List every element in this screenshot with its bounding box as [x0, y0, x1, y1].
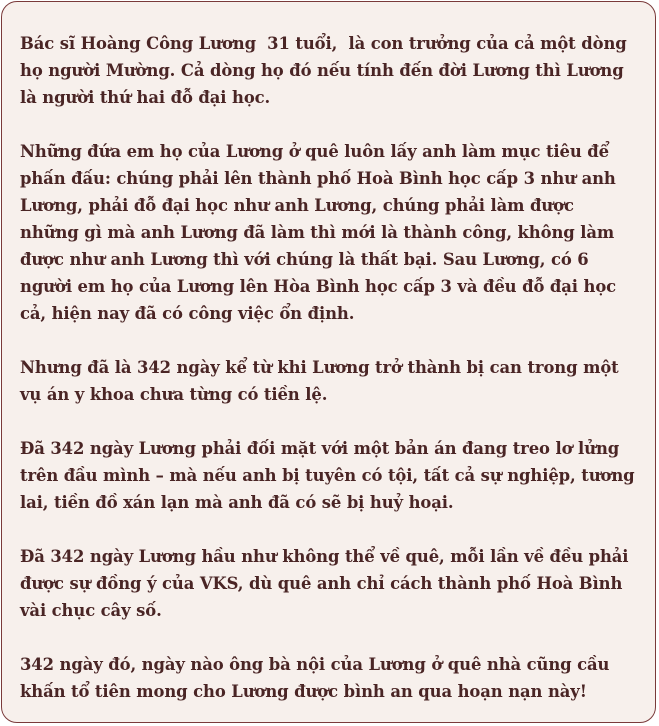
paragraph-defendant: Nhưng đã là 342 ngày kể từ khi Lương trở thành bị can trong một vụ án y khoa chưa từng có tiền lệ. [20, 358, 625, 404]
paragraph-cousins: Những đứa em họ của Lương ở quê luôn lấy anh làm mục tiêu để phấn đấu: chúng phải lên thành phố Hoà Bình học cấp 3 như anh Lương, phải đỗ đại học như anh Lương, chúng phải làm được những gì mà anh Lương đã làm thì mới là thành công, không làm được như anh Lương thì với chúng là thất bại. Sau Lương, có 6 người em họ của Lương lên Hòa Bình học cấp 3 và đều đỗ đại học cả, hiện nay đã có công việc ổn định. [20, 142, 622, 323]
paragraph-verdict: Đã 342 ngày Lương phải đối mặt với một bản án đang treo lơ lửng trên đầu mình – mà nếu anh bị tuyên có tội, tất cả sự nghiệp, tương lai, tiền đồ xán lạn mà anh đã có sẽ bị huỷ hoại. [20, 439, 641, 512]
paragraph-grandparents: 342 ngày đó, ngày nào ông bà nội của Lương ở quê nhà cũng cầu khấn tổ tiên mong cho Lương được bình an qua hoạn nạn này! [20, 655, 615, 701]
paragraph-hometown: Đã 342 ngày Lương hầu như không thể về quê, mỗi lần về đều phải được sự đồng ý của VKS, dù quê anh chỉ cách thành phố Hoà Bình vài chục cây số. [20, 547, 635, 620]
paragraph-intro: Bác sĩ Hoàng Công Lương 31 tuổi, là con trưởng của cả một dòng họ người Mường. Cả dòng họ đó nếu tính đến đời Lương thì Lương là người thứ hai đỗ đại học. [20, 34, 633, 107]
article-card [1, 1, 656, 723]
